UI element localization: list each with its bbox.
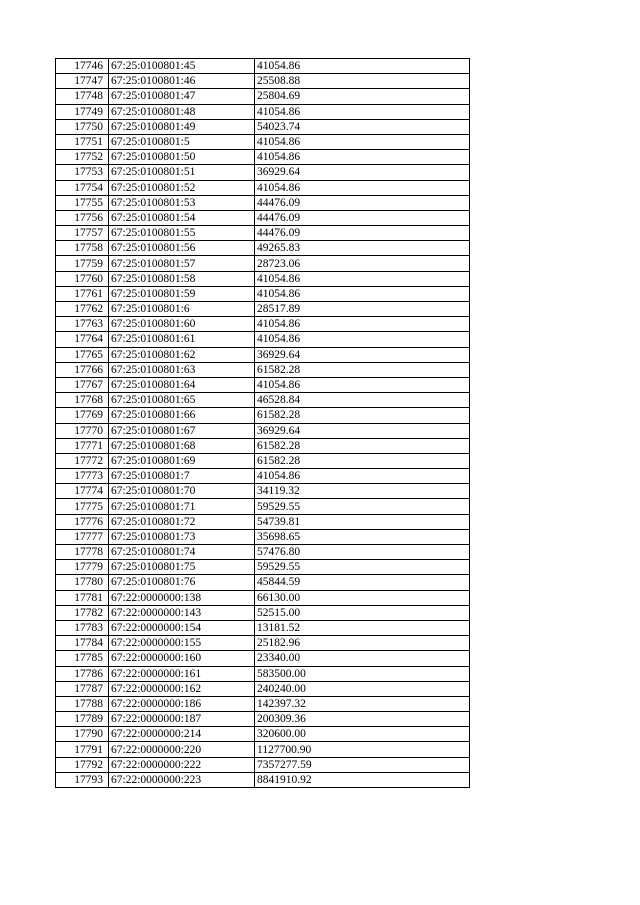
value-cell: 41054.86 [255, 377, 470, 392]
value-cell: 41054.86 [255, 59, 470, 74]
table-row [56, 757, 470, 772]
table-row [56, 590, 470, 605]
row-number-cell: 17760 [56, 271, 109, 286]
value-cell: 45844.59 [255, 575, 470, 590]
table-row [56, 545, 470, 560]
cadastral-code-cell: 67:25:0100801:64 [109, 377, 255, 392]
value-cell: 61582.28 [255, 408, 470, 423]
cadastral-code-cell: 67:25:0100801:62 [109, 347, 255, 362]
row-number-cell: 17787 [56, 681, 109, 696]
row-number-cell: 17786 [56, 666, 109, 681]
row-number-cell: 17756 [56, 210, 109, 225]
cadastral-code-cell: 67:22:0000000:160 [109, 651, 255, 666]
table-row [56, 696, 470, 711]
row-number-cell: 17769 [56, 408, 109, 423]
value-cell: 35698.65 [255, 529, 470, 544]
value-cell: 320600.00 [255, 727, 470, 742]
table-row [56, 377, 470, 392]
table-row [56, 271, 470, 286]
value-cell: 54739.81 [255, 514, 470, 529]
cadastral-code-cell: 67:25:0100801:5 [109, 134, 255, 149]
row-number-cell: 17775 [56, 499, 109, 514]
cadastral-code-cell: 67:22:0000000:223 [109, 772, 255, 787]
row-number-cell: 17765 [56, 347, 109, 362]
row-number-cell: 17773 [56, 469, 109, 484]
row-number-cell: 17748 [56, 89, 109, 104]
row-number-cell: 17780 [56, 575, 109, 590]
cadastral-code-cell: 67:25:0100801:52 [109, 180, 255, 195]
table-row [56, 119, 470, 134]
cadastral-code-cell: 67:25:0100801:74 [109, 545, 255, 560]
row-number-cell: 17781 [56, 590, 109, 605]
table-row [56, 408, 470, 423]
value-cell: 28723.06 [255, 256, 470, 271]
value-cell: 36929.64 [255, 347, 470, 362]
table-row [56, 620, 470, 635]
value-cell: 1127700.90 [255, 742, 470, 757]
cadastral-code-cell: 67:25:0100801:58 [109, 271, 255, 286]
cadastral-code-cell: 67:25:0100801:73 [109, 529, 255, 544]
value-cell: 57476.80 [255, 545, 470, 560]
value-cell: 13181.52 [255, 620, 470, 635]
table-row [56, 104, 470, 119]
value-cell: 59529.55 [255, 560, 470, 575]
row-number-cell: 17764 [56, 332, 109, 347]
row-number-cell: 17750 [56, 119, 109, 134]
value-cell: 49265.83 [255, 241, 470, 256]
row-number-cell: 17754 [56, 180, 109, 195]
value-cell: 25508.88 [255, 74, 470, 89]
row-number-cell: 17755 [56, 195, 109, 210]
value-cell: 23340.00 [255, 651, 470, 666]
cadastral-code-cell: 67:22:0000000:187 [109, 712, 255, 727]
cadastral-code-cell: 67:25:0100801:72 [109, 514, 255, 529]
value-cell: 41054.86 [255, 469, 470, 484]
table-row [56, 469, 470, 484]
table-row [56, 302, 470, 317]
table-row [56, 605, 470, 620]
table-row [56, 150, 470, 165]
table-row [56, 393, 470, 408]
table-row [56, 134, 470, 149]
row-number-cell: 17770 [56, 423, 109, 438]
table-row [56, 241, 470, 256]
cadastral-code-cell: 67:22:0000000:214 [109, 727, 255, 742]
cadastral-code-cell: 67:22:0000000:154 [109, 620, 255, 635]
value-cell: 28517.89 [255, 302, 470, 317]
table-row [56, 286, 470, 301]
table-row [56, 317, 470, 332]
cadastral-code-cell: 67:22:0000000:162 [109, 681, 255, 696]
cadastral-code-cell: 67:25:0100801:7 [109, 469, 255, 484]
value-cell: 44476.09 [255, 226, 470, 241]
table-body [56, 59, 470, 788]
row-number-cell: 17777 [56, 529, 109, 544]
row-number-cell: 17792 [56, 757, 109, 772]
table-row [56, 453, 470, 468]
value-cell: 7357277.59 [255, 757, 470, 772]
cadastral-code-cell: 67:22:0000000:186 [109, 696, 255, 711]
row-number-cell: 17783 [56, 620, 109, 635]
row-number-cell: 17752 [56, 150, 109, 165]
row-number-cell: 17753 [56, 165, 109, 180]
value-cell: 41054.86 [255, 286, 470, 301]
value-cell: 41054.86 [255, 271, 470, 286]
table-row [56, 180, 470, 195]
cadastral-code-cell: 67:22:0000000:161 [109, 666, 255, 681]
cadastral-code-cell: 67:25:0100801:51 [109, 165, 255, 180]
table-row [56, 59, 470, 74]
row-number-cell: 17788 [56, 696, 109, 711]
row-number-cell: 17779 [56, 560, 109, 575]
table-row [56, 423, 470, 438]
table-row [56, 226, 470, 241]
row-number-cell: 17763 [56, 317, 109, 332]
cadastral-code-cell: 67:25:0100801:50 [109, 150, 255, 165]
row-number-cell: 17768 [56, 393, 109, 408]
value-cell: 583500.00 [255, 666, 470, 681]
value-cell: 44476.09 [255, 210, 470, 225]
table-row [56, 362, 470, 377]
cadastral-code-cell: 67:25:0100801:68 [109, 438, 255, 453]
cadastral-code-cell: 67:25:0100801:76 [109, 575, 255, 590]
table-row [56, 727, 470, 742]
cadastral-code-cell: 67:25:0100801:63 [109, 362, 255, 377]
table-row [56, 438, 470, 453]
cadastral-code-cell: 67:25:0100801:48 [109, 104, 255, 119]
table-row [56, 681, 470, 696]
value-cell: 25182.96 [255, 636, 470, 651]
data-table [55, 58, 470, 788]
cadastral-code-cell: 67:25:0100801:75 [109, 560, 255, 575]
value-cell: 41054.86 [255, 104, 470, 119]
row-number-cell: 17771 [56, 438, 109, 453]
table-row [56, 575, 470, 590]
row-number-cell: 17782 [56, 605, 109, 620]
cadastral-code-cell: 67:25:0100801:70 [109, 484, 255, 499]
table-row [56, 195, 470, 210]
table-row [56, 165, 470, 180]
value-cell: 61582.28 [255, 438, 470, 453]
value-cell: 36929.64 [255, 165, 470, 180]
value-cell: 200309.36 [255, 712, 470, 727]
value-cell: 41054.86 [255, 317, 470, 332]
row-number-cell: 17751 [56, 134, 109, 149]
table-row [56, 499, 470, 514]
row-number-cell: 17784 [56, 636, 109, 651]
value-cell: 41054.86 [255, 332, 470, 347]
row-number-cell: 17791 [56, 742, 109, 757]
cadastral-code-cell: 67:25:0100801:45 [109, 59, 255, 74]
value-cell: 61582.28 [255, 362, 470, 377]
table-row [56, 256, 470, 271]
row-number-cell: 17747 [56, 74, 109, 89]
table-row [56, 332, 470, 347]
value-cell: 36929.64 [255, 423, 470, 438]
value-cell: 61582.28 [255, 453, 470, 468]
row-number-cell: 17766 [56, 362, 109, 377]
table-row [56, 89, 470, 104]
table-row [56, 347, 470, 362]
value-cell: 41054.86 [255, 134, 470, 149]
cadastral-code-cell: 67:25:0100801:69 [109, 453, 255, 468]
table-row [56, 484, 470, 499]
row-number-cell: 17762 [56, 302, 109, 317]
cadastral-code-cell: 67:25:0100801:6 [109, 302, 255, 317]
row-number-cell: 17749 [56, 104, 109, 119]
table-row [56, 210, 470, 225]
cadastral-code-cell: 67:25:0100801:66 [109, 408, 255, 423]
row-number-cell: 17758 [56, 241, 109, 256]
table-row [56, 742, 470, 757]
value-cell: 142397.32 [255, 696, 470, 711]
cadastral-code-cell: 67:25:0100801:55 [109, 226, 255, 241]
row-number-cell: 17757 [56, 226, 109, 241]
value-cell: 41054.86 [255, 180, 470, 195]
row-number-cell: 17776 [56, 514, 109, 529]
value-cell: 52515.00 [255, 605, 470, 620]
value-cell: 59529.55 [255, 499, 470, 514]
row-number-cell: 17767 [56, 377, 109, 392]
cadastral-code-cell: 67:22:0000000:143 [109, 605, 255, 620]
row-number-cell: 17793 [56, 772, 109, 787]
table-row [56, 514, 470, 529]
value-cell: 66130.00 [255, 590, 470, 605]
value-cell: 25804.69 [255, 89, 470, 104]
cadastral-code-cell: 67:25:0100801:56 [109, 241, 255, 256]
cadastral-code-cell: 67:25:0100801:59 [109, 286, 255, 301]
value-cell: 240240.00 [255, 681, 470, 696]
cadastral-code-cell: 67:25:0100801:46 [109, 74, 255, 89]
row-number-cell: 17759 [56, 256, 109, 271]
value-cell: 46528.84 [255, 393, 470, 408]
table-row [56, 651, 470, 666]
cadastral-code-cell: 67:25:0100801:60 [109, 317, 255, 332]
table-row [56, 560, 470, 575]
row-number-cell: 17789 [56, 712, 109, 727]
cadastral-code-cell: 67:25:0100801:57 [109, 256, 255, 271]
cadastral-code-cell: 67:22:0000000:155 [109, 636, 255, 651]
cadastral-code-cell: 67:22:0000000:138 [109, 590, 255, 605]
value-cell: 8841910.92 [255, 772, 470, 787]
cadastral-code-cell: 67:25:0100801:53 [109, 195, 255, 210]
cadastral-code-cell: 67:25:0100801:47 [109, 89, 255, 104]
table-row [56, 666, 470, 681]
cadastral-code-cell: 67:25:0100801:67 [109, 423, 255, 438]
table-row [56, 74, 470, 89]
row-number-cell: 17772 [56, 453, 109, 468]
value-cell: 44476.09 [255, 195, 470, 210]
value-cell: 41054.86 [255, 150, 470, 165]
cadastral-code-cell: 67:25:0100801:54 [109, 210, 255, 225]
table-row [56, 529, 470, 544]
table-row [56, 712, 470, 727]
table-row [56, 636, 470, 651]
row-number-cell: 17790 [56, 727, 109, 742]
row-number-cell: 17778 [56, 545, 109, 560]
value-cell: 54023.74 [255, 119, 470, 134]
cadastral-code-cell: 67:25:0100801:61 [109, 332, 255, 347]
row-number-cell: 17785 [56, 651, 109, 666]
cadastral-code-cell: 67:25:0100801:65 [109, 393, 255, 408]
table-row [56, 772, 470, 787]
cadastral-code-cell: 67:25:0100801:71 [109, 499, 255, 514]
row-number-cell: 17774 [56, 484, 109, 499]
row-number-cell: 17761 [56, 286, 109, 301]
row-number-cell: 17746 [56, 59, 109, 74]
cadastral-code-cell: 67:25:0100801:49 [109, 119, 255, 134]
cadastral-code-cell: 67:22:0000000:220 [109, 742, 255, 757]
cadastral-code-cell: 67:22:0000000:222 [109, 757, 255, 772]
value-cell: 34119.32 [255, 484, 470, 499]
